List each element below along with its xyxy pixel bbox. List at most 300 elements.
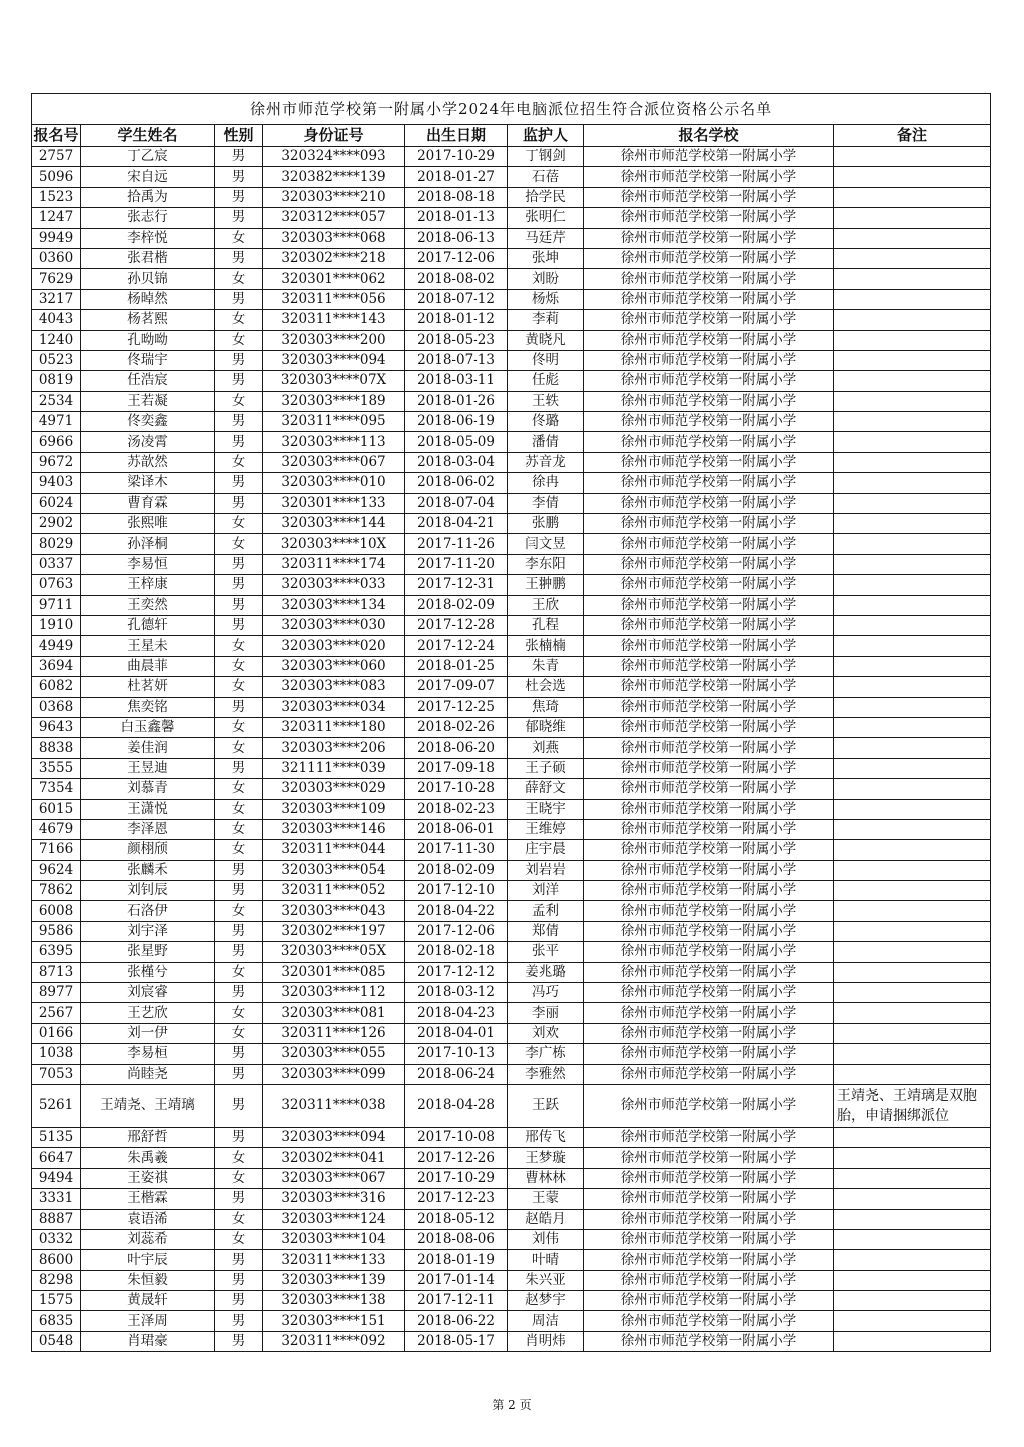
gender-cell: 男 — [215, 595, 263, 615]
gender-cell: 女 — [215, 962, 263, 982]
id-number-cell: 320303****144 — [263, 514, 405, 534]
gender-cell: 女 — [215, 656, 263, 676]
student-name-cell: 王艺欣 — [81, 1003, 215, 1023]
id-number-cell: 320324****093 — [263, 147, 405, 167]
student-name-cell: 任浩宸 — [81, 371, 215, 391]
table-row — [32, 1250, 991, 1270]
gender-cell: 女 — [215, 310, 263, 330]
id-number-cell: 320303****099 — [263, 1064, 405, 1084]
guardian-cell: 王蒙 — [508, 1189, 584, 1209]
registration-no-cell: 0368 — [32, 697, 81, 717]
student-name-cell: 王昱迪 — [81, 758, 215, 778]
birth-date-cell: 2018-04-28 — [405, 1084, 508, 1127]
student-name-cell: 汤凌霄 — [81, 432, 215, 452]
school-cell: 徐州市师范学校第一附属小学 — [584, 1189, 834, 1209]
school-cell: 徐州市师范学校第一附属小学 — [584, 1003, 834, 1023]
remark-cell — [834, 330, 991, 350]
remark-cell — [834, 228, 991, 248]
school-cell: 徐州市师范学校第一附属小学 — [584, 1044, 834, 1064]
registration-no-cell: 8887 — [32, 1209, 81, 1229]
birth-date-cell: 2018-01-27 — [405, 167, 508, 187]
registration-no-cell: 0166 — [32, 1023, 81, 1043]
remark-cell — [834, 636, 991, 656]
id-number-cell: 320303****112 — [263, 983, 405, 1003]
gender-cell: 男 — [215, 921, 263, 941]
id-number-cell: 320311****056 — [263, 289, 405, 309]
remark-cell — [834, 840, 991, 860]
gender-cell: 男 — [215, 575, 263, 595]
guardian-header: 监护人 — [508, 125, 584, 147]
registration-no-cell: 6015 — [32, 799, 81, 819]
id-number-cell: 320303****068 — [263, 228, 405, 248]
birth-date-cell: 2017-09-07 — [405, 677, 508, 697]
remark-cell — [834, 860, 991, 880]
school-cell: 徐州市师范学校第一附属小学 — [584, 350, 834, 370]
school-cell: 徐州市师范学校第一附属小学 — [584, 412, 834, 432]
remark-cell — [834, 983, 991, 1003]
registration-no-cell: 9624 — [32, 860, 81, 880]
registration-no-cell: 4971 — [32, 412, 81, 432]
birth-date-cell: 2017-12-10 — [405, 881, 508, 901]
table-row — [32, 881, 991, 901]
guardian-cell: 佟明 — [508, 350, 584, 370]
birth-date-cell: 2017-12-06 — [405, 921, 508, 941]
id-number-cell: 320303****054 — [263, 860, 405, 880]
guardian-cell: 叶晴 — [508, 1250, 584, 1270]
birth-date-cell: 2018-01-13 — [405, 208, 508, 228]
student-name-cell: 张熙唯 — [81, 514, 215, 534]
gender-cell: 女 — [215, 269, 263, 289]
table-row — [32, 1229, 991, 1249]
registration-no-cell: 6647 — [32, 1148, 81, 1168]
birth-date-cell: 2017-09-18 — [405, 758, 508, 778]
gender-cell: 男 — [215, 289, 263, 309]
registration-no-cell: 3217 — [32, 289, 81, 309]
school-cell: 徐州市师范学校第一附属小学 — [584, 1168, 834, 1188]
student-name-cell: 张君楷 — [81, 248, 215, 268]
registration-no-cell: 7354 — [32, 779, 81, 799]
id-number-cell: 320303****124 — [263, 1209, 405, 1229]
registration-no-cell: 7166 — [32, 840, 81, 860]
school-cell: 徐州市师范学校第一附属小学 — [584, 432, 834, 452]
school-cell: 徐州市师范学校第一附属小学 — [584, 493, 834, 513]
id-number-cell: 320302****218 — [263, 248, 405, 268]
id-number-cell: 320303****210 — [263, 187, 405, 207]
id-number-cell: 320302****197 — [263, 921, 405, 941]
school-cell: 徐州市师范学校第一附属小学 — [584, 758, 834, 778]
remark-cell — [834, 248, 991, 268]
remark-cell — [834, 432, 991, 452]
registration-no-cell: 1910 — [32, 615, 81, 635]
gender-cell: 男 — [215, 1311, 263, 1331]
birth-date-cell: 2018-04-21 — [405, 514, 508, 534]
registration-no-cell: 4043 — [32, 310, 81, 330]
guardian-cell: 曹林林 — [508, 1168, 584, 1188]
remark-cell — [834, 1229, 991, 1249]
registration-no-cell: 9643 — [32, 717, 81, 737]
guardian-cell: 王跃 — [508, 1084, 584, 1127]
guardian-cell: 刘盼 — [508, 269, 584, 289]
birth-date-cell: 2018-01-26 — [405, 391, 508, 411]
gender-cell: 男 — [215, 208, 263, 228]
guardian-cell: 李莉 — [508, 310, 584, 330]
student-name-cell: 王潇悦 — [81, 799, 215, 819]
remark-cell — [834, 942, 991, 962]
guardian-cell: 徐冉 — [508, 473, 584, 493]
id-number-cell: 320303****138 — [263, 1291, 405, 1311]
id-number-cell: 320311****180 — [263, 717, 405, 737]
table-row — [32, 942, 991, 962]
birth-date-cell: 2018-03-11 — [405, 371, 508, 391]
registration-no-cell: 8713 — [32, 962, 81, 982]
remark-cell — [834, 350, 991, 370]
gender-cell: 男 — [215, 432, 263, 452]
birth-date-cell: 2018-07-13 — [405, 350, 508, 370]
student-name-cell: 姜佳润 — [81, 738, 215, 758]
birth-date-cell: 2017-11-20 — [405, 554, 508, 574]
id-number-cell: 320303****316 — [263, 1189, 405, 1209]
student-name-cell: 李易恒 — [81, 554, 215, 574]
birth-date-cell: 2018-02-26 — [405, 717, 508, 737]
remark-cell — [834, 514, 991, 534]
guardian-cell: 王翀鹏 — [508, 575, 584, 595]
registration-no-cell: 6395 — [32, 942, 81, 962]
id-number-cell: 320311****133 — [263, 1250, 405, 1270]
gender-cell: 女 — [215, 534, 263, 554]
student-name-cell: 刘宇泽 — [81, 921, 215, 941]
school-cell: 徐州市师范学校第一附属小学 — [584, 819, 834, 839]
guardian-cell: 王维婷 — [508, 819, 584, 839]
remark-cell — [834, 595, 991, 615]
student-name-cell: 颜栩颀 — [81, 840, 215, 860]
student-name-cell: 白玉鑫馨 — [81, 717, 215, 737]
student-name-cell: 王奕然 — [81, 595, 215, 615]
id-number-cell: 320301****062 — [263, 269, 405, 289]
school-cell: 徐州市师范学校第一附属小学 — [584, 575, 834, 595]
guardian-cell: 赵梦宇 — [508, 1291, 584, 1311]
id-number-cell: 320303****10X — [263, 534, 405, 554]
id-number-cell: 320303****029 — [263, 779, 405, 799]
remark-cell: 王靖尧、王靖璃是双胞胎，申请捆绑派位 — [834, 1084, 991, 1127]
registration-no-cell: 8298 — [32, 1270, 81, 1290]
birth-date-cell: 2017-12-23 — [405, 1189, 508, 1209]
gender-cell: 男 — [215, 615, 263, 635]
guardian-cell: 张明仁 — [508, 208, 584, 228]
registration-no-cell: 2757 — [32, 147, 81, 167]
registration-no-cell: 4949 — [32, 636, 81, 656]
birth-date-cell: 2018-08-18 — [405, 187, 508, 207]
birth-date-cell: 2017-12-31 — [405, 575, 508, 595]
gender-cell: 男 — [215, 1127, 263, 1147]
table-row — [32, 901, 991, 921]
id-number-cell: 320382****139 — [263, 167, 405, 187]
id-number-cell: 320303****033 — [263, 575, 405, 595]
remark-cell — [834, 819, 991, 839]
birth-date-cell: 2017-11-26 — [405, 534, 508, 554]
remark-cell — [834, 901, 991, 921]
student-name-cell: 邢舒哲 — [81, 1127, 215, 1147]
table-title: 徐州市师范学校第一附属小学2024年电脑派位招生符合派位资格公示名单 — [32, 94, 991, 125]
birth-date-cell: 2018-02-09 — [405, 595, 508, 615]
registration-no-cell: 2902 — [32, 514, 81, 534]
school-cell: 徐州市师范学校第一附属小学 — [584, 1311, 834, 1331]
table-row — [32, 1209, 991, 1229]
student-name-cell: 肖珺豪 — [81, 1331, 215, 1351]
gender-cell: 男 — [215, 1250, 263, 1270]
gender-cell: 女 — [215, 677, 263, 697]
table-row — [32, 819, 991, 839]
birth-date-cell: 2017-10-29 — [405, 1168, 508, 1188]
registration-no-cell: 1240 — [32, 330, 81, 350]
table-row — [32, 1064, 991, 1084]
student-name-cell: 王楷霖 — [81, 1189, 215, 1209]
registration-no-cell: 9494 — [32, 1168, 81, 1188]
student-name-cell: 杨晫然 — [81, 289, 215, 309]
gender-cell: 女 — [215, 738, 263, 758]
remark-cell — [834, 1250, 991, 1270]
remark-cell — [834, 1148, 991, 1168]
id-number-cell: 320311****095 — [263, 412, 405, 432]
guardian-cell: 黄晓凡 — [508, 330, 584, 350]
id-number-cell: 320303****134 — [263, 595, 405, 615]
remark-cell — [834, 962, 991, 982]
table-row — [32, 534, 991, 554]
student-name-cell: 刘蕊希 — [81, 1229, 215, 1249]
registration-no-cell: 0360 — [32, 248, 81, 268]
guardian-cell: 李广栋 — [508, 1044, 584, 1064]
gender-cell: 女 — [215, 819, 263, 839]
school-cell: 徐州市师范学校第一附属小学 — [584, 636, 834, 656]
gender-cell: 女 — [215, 1209, 263, 1229]
registration-no-cell: 0337 — [32, 554, 81, 574]
table-row — [32, 595, 991, 615]
birth-date-cell: 2017-12-06 — [405, 248, 508, 268]
birth-date-cell: 2017-10-28 — [405, 779, 508, 799]
school-cell: 徐州市师范学校第一附属小学 — [584, 860, 834, 880]
registration-no-cell: 1038 — [32, 1044, 81, 1064]
birth-date-header: 出生日期 — [405, 125, 508, 147]
id-number-cell: 320303****206 — [263, 738, 405, 758]
student-name-cell: 王若凝 — [81, 391, 215, 411]
registration-no-cell: 9586 — [32, 921, 81, 941]
student-name-cell: 张槿兮 — [81, 962, 215, 982]
guardian-cell: 马廷芹 — [508, 228, 584, 248]
registration-no-header: 报名号 — [32, 125, 81, 147]
school-cell: 徐州市师范学校第一附属小学 — [584, 677, 834, 697]
gender-header: 性别 — [215, 125, 263, 147]
remark-cell — [834, 534, 991, 554]
guardian-cell: 焦琦 — [508, 697, 584, 717]
guardian-cell: 张平 — [508, 942, 584, 962]
id-number-cell: 320311****052 — [263, 881, 405, 901]
guardian-cell: 周洁 — [508, 1311, 584, 1331]
birth-date-cell: 2018-04-23 — [405, 1003, 508, 1023]
birth-date-cell: 2018-05-17 — [405, 1331, 508, 1351]
id-number-cell: 320312****057 — [263, 208, 405, 228]
table-row — [32, 636, 991, 656]
guardian-cell: 孟利 — [508, 901, 584, 921]
id-number-cell: 320311****038 — [263, 1084, 405, 1127]
remark-cell — [834, 1127, 991, 1147]
registration-no-cell: 6008 — [32, 901, 81, 921]
guardian-cell: 杨烁 — [508, 289, 584, 309]
birth-date-cell: 2018-01-12 — [405, 310, 508, 330]
id-number-cell: 320303****060 — [263, 656, 405, 676]
id-number-cell: 320303****067 — [263, 452, 405, 472]
table-row — [32, 350, 991, 370]
guardian-cell: 王子硕 — [508, 758, 584, 778]
birth-date-cell: 2018-04-22 — [405, 901, 508, 921]
remark-cell — [834, 677, 991, 697]
birth-date-cell: 2018-03-12 — [405, 983, 508, 1003]
school-cell: 徐州市师范学校第一附属小学 — [584, 1148, 834, 1168]
school-cell: 徐州市师范学校第一附属小学 — [584, 942, 834, 962]
guardian-cell: 张楠楠 — [508, 636, 584, 656]
table-row — [32, 412, 991, 432]
registration-no-cell: 6966 — [32, 432, 81, 452]
student-name-cell: 孔呦呦 — [81, 330, 215, 350]
guardian-cell: 任彪 — [508, 371, 584, 391]
student-name-cell: 刘慕青 — [81, 779, 215, 799]
id-number-cell: 320303****067 — [263, 1168, 405, 1188]
birth-date-cell: 2018-02-09 — [405, 860, 508, 880]
registration-no-cell: 3694 — [32, 656, 81, 676]
student-name-cell: 王姿祺 — [81, 1168, 215, 1188]
birth-date-cell: 2017-10-13 — [405, 1044, 508, 1064]
student-name-cell: 王星未 — [81, 636, 215, 656]
gender-cell: 男 — [215, 983, 263, 1003]
id-number-cell: 320303****07X — [263, 371, 405, 391]
school-cell: 徐州市师范学校第一附属小学 — [584, 1250, 834, 1270]
remark-cell — [834, 615, 991, 635]
id-number-cell: 320311****044 — [263, 840, 405, 860]
remark-cell — [834, 1189, 991, 1209]
id-number-header: 身份证号 — [263, 125, 405, 147]
id-number-cell: 320303****139 — [263, 1270, 405, 1290]
birth-date-cell: 2017-10-08 — [405, 1127, 508, 1147]
birth-date-cell: 2018-01-19 — [405, 1250, 508, 1270]
guardian-cell: 薛舒文 — [508, 779, 584, 799]
registration-no-cell: 9949 — [32, 228, 81, 248]
guardian-cell: 郁晓维 — [508, 717, 584, 737]
roster-table — [31, 93, 991, 1352]
roster-sheet — [31, 93, 990, 1352]
birth-date-cell: 2018-06-01 — [405, 819, 508, 839]
table-row — [32, 269, 991, 289]
registration-no-cell: 9403 — [32, 473, 81, 493]
remark-cell — [834, 656, 991, 676]
remark-cell — [834, 493, 991, 513]
id-number-cell: 320303****146 — [263, 819, 405, 839]
remark-cell — [834, 1209, 991, 1229]
table-row — [32, 432, 991, 452]
table-row — [32, 1003, 991, 1023]
registration-no-cell: 8838 — [32, 738, 81, 758]
birth-date-cell: 2018-07-12 — [405, 289, 508, 309]
remark-cell — [834, 1003, 991, 1023]
student-name-cell: 黄晟轩 — [81, 1291, 215, 1311]
table-row — [32, 208, 991, 228]
table-row — [32, 615, 991, 635]
gender-cell: 男 — [215, 1044, 263, 1064]
gender-cell: 女 — [215, 779, 263, 799]
registration-no-cell: 3331 — [32, 1189, 81, 1209]
student-name-cell: 李泽恩 — [81, 819, 215, 839]
birth-date-cell: 2018-05-23 — [405, 330, 508, 350]
student-name-cell: 王靖尧、王靖璃 — [81, 1084, 215, 1127]
birth-date-cell: 2018-02-18 — [405, 942, 508, 962]
table-row — [32, 310, 991, 330]
remark-cell — [834, 779, 991, 799]
school-cell: 徐州市师范学校第一附属小学 — [584, 921, 834, 941]
remark-cell — [834, 371, 991, 391]
student-name-cell: 梁译木 — [81, 473, 215, 493]
school-cell: 徐州市师范学校第一附属小学 — [584, 452, 834, 472]
remark-cell — [834, 1311, 991, 1331]
student-name-cell: 张星野 — [81, 942, 215, 962]
school-cell: 徐州市师范学校第一附属小学 — [584, 717, 834, 737]
remark-cell — [834, 1270, 991, 1290]
guardian-cell: 李雅然 — [508, 1064, 584, 1084]
birth-date-cell: 2018-08-02 — [405, 269, 508, 289]
id-number-cell: 320303****094 — [263, 1127, 405, 1147]
student-name-cell: 拾禹为 — [81, 187, 215, 207]
table-row — [32, 371, 991, 391]
school-cell: 徐州市师范学校第一附属小学 — [584, 1023, 834, 1043]
registration-no-cell: 8029 — [32, 534, 81, 554]
id-number-cell: 320303****020 — [263, 636, 405, 656]
id-number-cell: 320302****041 — [263, 1148, 405, 1168]
registration-no-cell: 4679 — [32, 819, 81, 839]
school-cell: 徐州市师范学校第一附属小学 — [584, 330, 834, 350]
guardian-cell: 拾学民 — [508, 187, 584, 207]
remark-cell — [834, 1064, 991, 1084]
school-cell: 徐州市师范学校第一附属小学 — [584, 269, 834, 289]
table-row — [32, 248, 991, 268]
table-row — [32, 1127, 991, 1147]
gender-cell: 男 — [215, 860, 263, 880]
id-number-cell: 320303****113 — [263, 432, 405, 452]
remark-cell — [834, 310, 991, 330]
table-row — [32, 554, 991, 574]
table-row — [32, 147, 991, 167]
guardian-cell: 王晓宇 — [508, 799, 584, 819]
guardian-cell: 朱青 — [508, 656, 584, 676]
school-cell: 徐州市师范学校第一附属小学 — [584, 248, 834, 268]
gender-cell: 女 — [215, 1023, 263, 1043]
student-name-cell: 佟奕鑫 — [81, 412, 215, 432]
registration-no-cell: 0523 — [32, 350, 81, 370]
registration-no-cell: 7629 — [32, 269, 81, 289]
gender-cell: 男 — [215, 1291, 263, 1311]
student-name-cell: 叶宇辰 — [81, 1250, 215, 1270]
table-row — [32, 656, 991, 676]
remark-cell — [834, 1044, 991, 1064]
student-name-cell: 王泽周 — [81, 1311, 215, 1331]
student-name-cell: 刘一伊 — [81, 1023, 215, 1043]
id-number-cell: 320303****109 — [263, 799, 405, 819]
school-cell: 徐州市师范学校第一附属小学 — [584, 738, 834, 758]
table-row — [32, 921, 991, 941]
school-cell: 徐州市师范学校第一附属小学 — [584, 514, 834, 534]
id-number-cell: 320303****055 — [263, 1044, 405, 1064]
registration-no-cell: 1523 — [32, 187, 81, 207]
table-row — [32, 1291, 991, 1311]
registration-no-cell: 1575 — [32, 1291, 81, 1311]
registration-no-cell: 5261 — [32, 1084, 81, 1127]
remark-cell — [834, 881, 991, 901]
remark-cell — [834, 575, 991, 595]
